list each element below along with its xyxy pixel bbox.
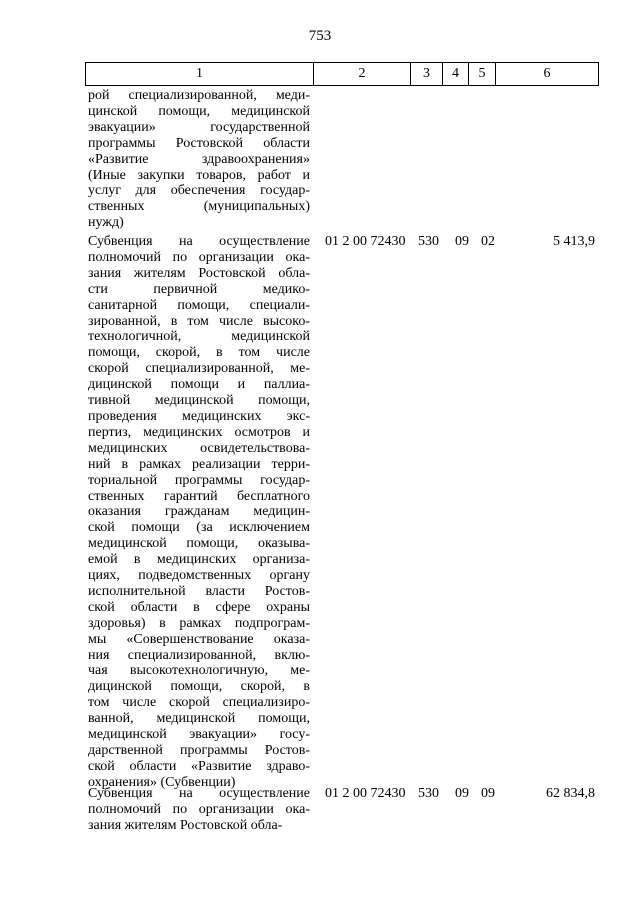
description-line: здоровья) в рамках подпрограм- <box>88 615 310 631</box>
row-code-cell: 01 2 00 72430 <box>325 786 406 801</box>
description-line: проведения медицинских экс- <box>88 408 310 424</box>
description-line: том числе скорой специализиро- <box>88 695 310 711</box>
description-line: охранения» (Субвенции) <box>88 774 236 790</box>
description-line: зания жителям Ростовской обла- <box>88 817 283 833</box>
description-line: медицинской эвакуации» госу- <box>88 727 310 743</box>
header-col-1: 1 <box>86 63 314 85</box>
row-code-cell: 01 2 00 72430 <box>325 234 406 249</box>
description-line: полномочий по организации ока- <box>88 801 310 817</box>
row-sum-cell: 5 413,9 <box>553 234 595 249</box>
description-line: эвакуации» государственной <box>88 119 310 135</box>
table-row-description <box>88 88 310 231</box>
description-line: ванной, медицинской помощи, <box>88 711 310 727</box>
description-line: рой специализированной, меди- <box>88 88 310 103</box>
header-col-4: 4 <box>443 63 469 85</box>
description-line: скорой специализированной, ме- <box>88 361 310 377</box>
header-col-5: 5 <box>469 63 496 85</box>
description-line: Субвенция на осуществление <box>88 786 310 801</box>
description-line: тивной медицинской помощи, <box>88 393 310 409</box>
row-pr-cell: 02 <box>481 234 495 249</box>
description-line: емой в медицинских организа- <box>88 552 310 568</box>
description-line: оказания гражданам медицин- <box>88 504 310 520</box>
description-line: дарственной программы Ростов- <box>88 743 310 758</box>
table-row-description <box>88 234 310 791</box>
description-line: чая высокотехнологичную, ме- <box>88 663 310 679</box>
description-line: пертиз, медицинских осмотров и <box>88 424 310 440</box>
row-sum-cell: 62 834,8 <box>546 786 595 801</box>
description-line: ской помощи (за исключением <box>88 520 310 536</box>
description-line: циях, подведомственных органу <box>88 568 310 584</box>
description-line: дицинской помощи и паллиа- <box>88 377 310 393</box>
description-line: дицинской помощи, скорой, в <box>88 679 310 695</box>
description-line: исполнительной власти Ростов- <box>88 583 310 599</box>
description-line: ний в рамках реализации терри- <box>88 456 310 472</box>
description-line: «Развитие здравоохранения» <box>88 151 310 167</box>
row-vr-cell: 530 <box>418 786 439 801</box>
row-rz-cell: 09 <box>455 786 469 801</box>
header-col-2: 2 <box>314 63 411 85</box>
description-line: медицинских освидетельствова- <box>88 440 310 456</box>
description-line: программы Ростовской области <box>88 135 310 151</box>
description-line: сти первичной медико- <box>88 281 310 297</box>
description-line: зания жителям Ростовской обла- <box>88 265 310 281</box>
description-line: ской области «Развитие здраво- <box>88 758 310 774</box>
row-vr-cell: 530 <box>418 234 439 249</box>
description-line: нужд) <box>88 215 124 231</box>
description-line: услуг для обеспечения государ- <box>88 183 310 199</box>
description-line: зированной, в том числе высоко- <box>88 313 310 329</box>
description-line: ториальной программы государ- <box>88 472 310 488</box>
description-line: ственных (муниципальных) <box>88 199 310 215</box>
description-line: санитарной помощи, специали- <box>88 297 310 313</box>
description-line: (Иные закупки товаров, работ и <box>88 167 310 183</box>
row-pr-cell: 09 <box>481 786 495 801</box>
row-rz-cell: 09 <box>455 234 469 249</box>
description-line: ской области в сфере охраны <box>88 599 310 615</box>
description-line: Субвенция на осуществление <box>88 234 310 249</box>
header-col-3: 3 <box>411 63 443 85</box>
description-line: помощи, скорой, в том числе <box>88 345 310 361</box>
table-row-description <box>88 786 310 834</box>
description-line: ния специализированной, вклю- <box>88 647 310 663</box>
description-line: медицинской помощи, оказыва- <box>88 536 310 552</box>
description-line: ственных гарантий бесплатного <box>88 488 310 504</box>
description-line: цинской помощи, медицинской <box>88 103 310 119</box>
description-line: мы «Совершенствование оказа- <box>88 631 310 647</box>
table-header <box>85 62 599 86</box>
page-number: 753 <box>308 28 332 44</box>
header-col-6: 6 <box>543 66 551 81</box>
description-line: технологичной, медицинской <box>88 329 310 345</box>
description-line: полномочий по организации ока- <box>88 249 310 265</box>
